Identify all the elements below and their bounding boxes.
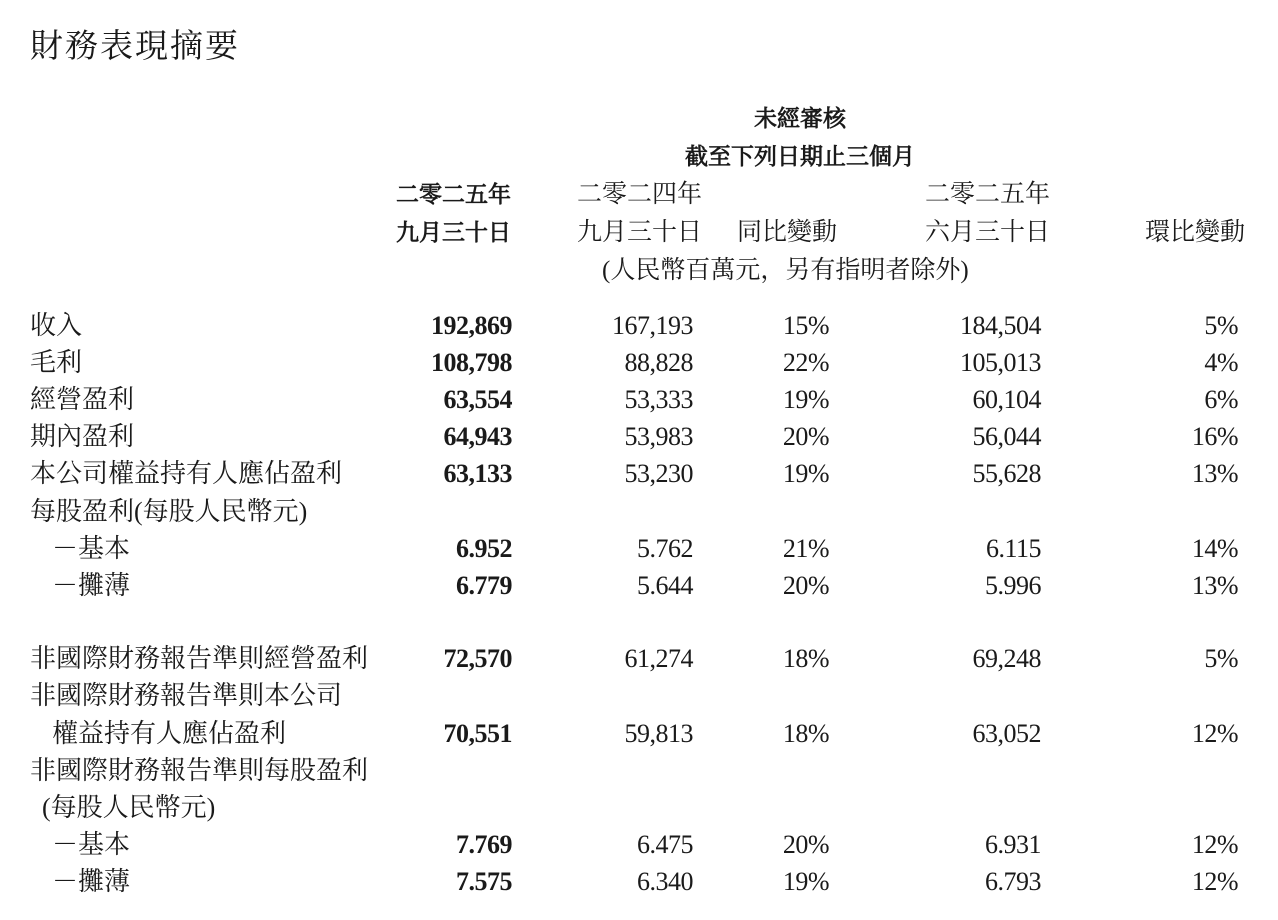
- table-row: [0, 790, 1278, 826]
- col2-line1: 二零二四年: [577, 181, 703, 208]
- value-q3-2025: 70,551: [443, 719, 512, 748]
- table-row: [0, 827, 1278, 863]
- value-q3-2025: 63,133: [443, 459, 512, 488]
- col4-line1: 二零二五年: [925, 181, 1051, 208]
- row-label: (每股人民幣元): [42, 793, 216, 822]
- value-q3-2024: 88,828: [624, 348, 693, 377]
- value-q2-2025: 6.793: [985, 867, 1041, 896]
- value-q2-2025: 69,248: [972, 644, 1041, 673]
- yoy-change: 20%: [782, 422, 829, 451]
- qoq-change: 16%: [1191, 422, 1238, 451]
- qoq-change: 12%: [1191, 830, 1238, 859]
- col5-line2: 環比變動: [1145, 219, 1246, 246]
- value-q3-2025: 6.779: [456, 571, 512, 600]
- value-q3-2025: 192,869: [431, 311, 512, 340]
- value-q2-2025: 60,104: [972, 385, 1041, 414]
- table-row: [0, 531, 1278, 567]
- table-row: [0, 494, 1278, 530]
- col1-line2: 九月三十日: [396, 220, 511, 246]
- value-q3-2025: 64,943: [443, 422, 512, 451]
- col1-line1: 二零二五年: [396, 182, 511, 208]
- value-q3-2024: 59,813: [624, 719, 693, 748]
- value-q2-2025: 55,628: [972, 459, 1041, 488]
- yoy-change: 18%: [782, 719, 829, 748]
- table-row: [0, 419, 1278, 455]
- table-row: [0, 864, 1278, 900]
- qoq-change: 6%: [1204, 385, 1238, 414]
- page-title: 財務表現摘要: [30, 26, 240, 65]
- table-row: [0, 345, 1278, 381]
- qoq-change: 5%: [1204, 311, 1238, 340]
- row-label: 非國際財務報告準則本公司: [30, 681, 343, 710]
- value-q3-2024: 6.340: [637, 867, 693, 896]
- value-q3-2024: 53,333: [624, 385, 693, 414]
- table-row: [0, 641, 1278, 677]
- row-label: 經營盈利: [30, 385, 135, 414]
- table-row: [0, 753, 1278, 789]
- value-q3-2025: 72,570: [443, 644, 512, 673]
- value-q3-2025: 6.952: [456, 534, 512, 563]
- value-q2-2025: 6.931: [985, 830, 1041, 859]
- row-label: 非國際財務報告準則經營盈利: [30, 644, 369, 673]
- value-q2-2025: 6.115: [985, 534, 1041, 563]
- value-q3-2024: 53,983: [624, 422, 693, 451]
- value-q3-2025: 63,554: [443, 385, 512, 414]
- currency-note: (人民幣百萬元，另有指明者除外): [602, 257, 969, 284]
- table-row: [0, 678, 1278, 714]
- qoq-change: 12%: [1191, 867, 1238, 896]
- row-label: 毛利: [30, 348, 83, 377]
- value-q3-2024: 53,230: [624, 459, 693, 488]
- yoy-change: 20%: [782, 830, 829, 859]
- value-q3-2024: 5.644: [637, 571, 693, 600]
- table-row: [0, 382, 1278, 418]
- yoy-change: 20%: [782, 571, 829, 600]
- yoy-change: 21%: [782, 534, 829, 563]
- value-q3-2024: 6.475: [637, 830, 693, 859]
- value-q3-2025: 7.769: [456, 830, 512, 859]
- table-row: [0, 456, 1278, 492]
- row-label: －攤薄: [52, 571, 131, 600]
- row-label: 本公司權益持有人應佔盈利: [30, 459, 343, 488]
- unaudited-label: 未經審核: [754, 106, 846, 132]
- value-q3-2024: 5.762: [637, 534, 693, 563]
- qoq-change: 14%: [1191, 534, 1238, 563]
- period-label: 截至下列日期止三個月: [685, 144, 915, 170]
- table-row: [0, 716, 1278, 752]
- row-label: 期內盈利: [30, 422, 135, 451]
- row-label: 每股盈利(每股人民幣元): [30, 497, 308, 526]
- yoy-change: 19%: [782, 385, 829, 414]
- row-label: 收入: [30, 311, 83, 340]
- table-row: [0, 308, 1278, 344]
- row-label: 非國際財務報告準則每股盈利: [30, 756, 369, 785]
- value-q3-2024: 167,193: [612, 311, 693, 340]
- value-q3-2024: 61,274: [624, 644, 693, 673]
- value-q2-2025: 184,504: [960, 311, 1041, 340]
- value-q2-2025: 105,013: [960, 348, 1041, 377]
- value-q2-2025: 63,052: [972, 719, 1041, 748]
- qoq-change: 5%: [1204, 644, 1238, 673]
- yoy-change: 19%: [782, 459, 829, 488]
- yoy-change: 15%: [782, 311, 829, 340]
- value-q2-2025: 56,044: [972, 422, 1041, 451]
- col3-line2: 同比變動: [737, 219, 838, 246]
- row-label: －基本: [52, 830, 131, 859]
- row-label: 權益持有人應佔盈利: [52, 719, 287, 748]
- value-q2-2025: 5.996: [985, 571, 1041, 600]
- col2-line2: 九月三十日: [577, 219, 703, 246]
- qoq-change: 13%: [1191, 571, 1238, 600]
- yoy-change: 22%: [782, 348, 829, 377]
- qoq-change: 4%: [1204, 348, 1238, 377]
- value-q3-2025: 108,798: [431, 348, 512, 377]
- qoq-change: 12%: [1191, 719, 1238, 748]
- yoy-change: 19%: [782, 867, 829, 896]
- row-label: －攤薄: [52, 867, 131, 896]
- col4-line2: 六月三十日: [925, 219, 1051, 246]
- table-row: [0, 568, 1278, 604]
- row-label: －基本: [52, 534, 131, 563]
- qoq-change: 13%: [1191, 459, 1238, 488]
- value-q3-2025: 7.575: [456, 867, 512, 896]
- yoy-change: 18%: [782, 644, 829, 673]
